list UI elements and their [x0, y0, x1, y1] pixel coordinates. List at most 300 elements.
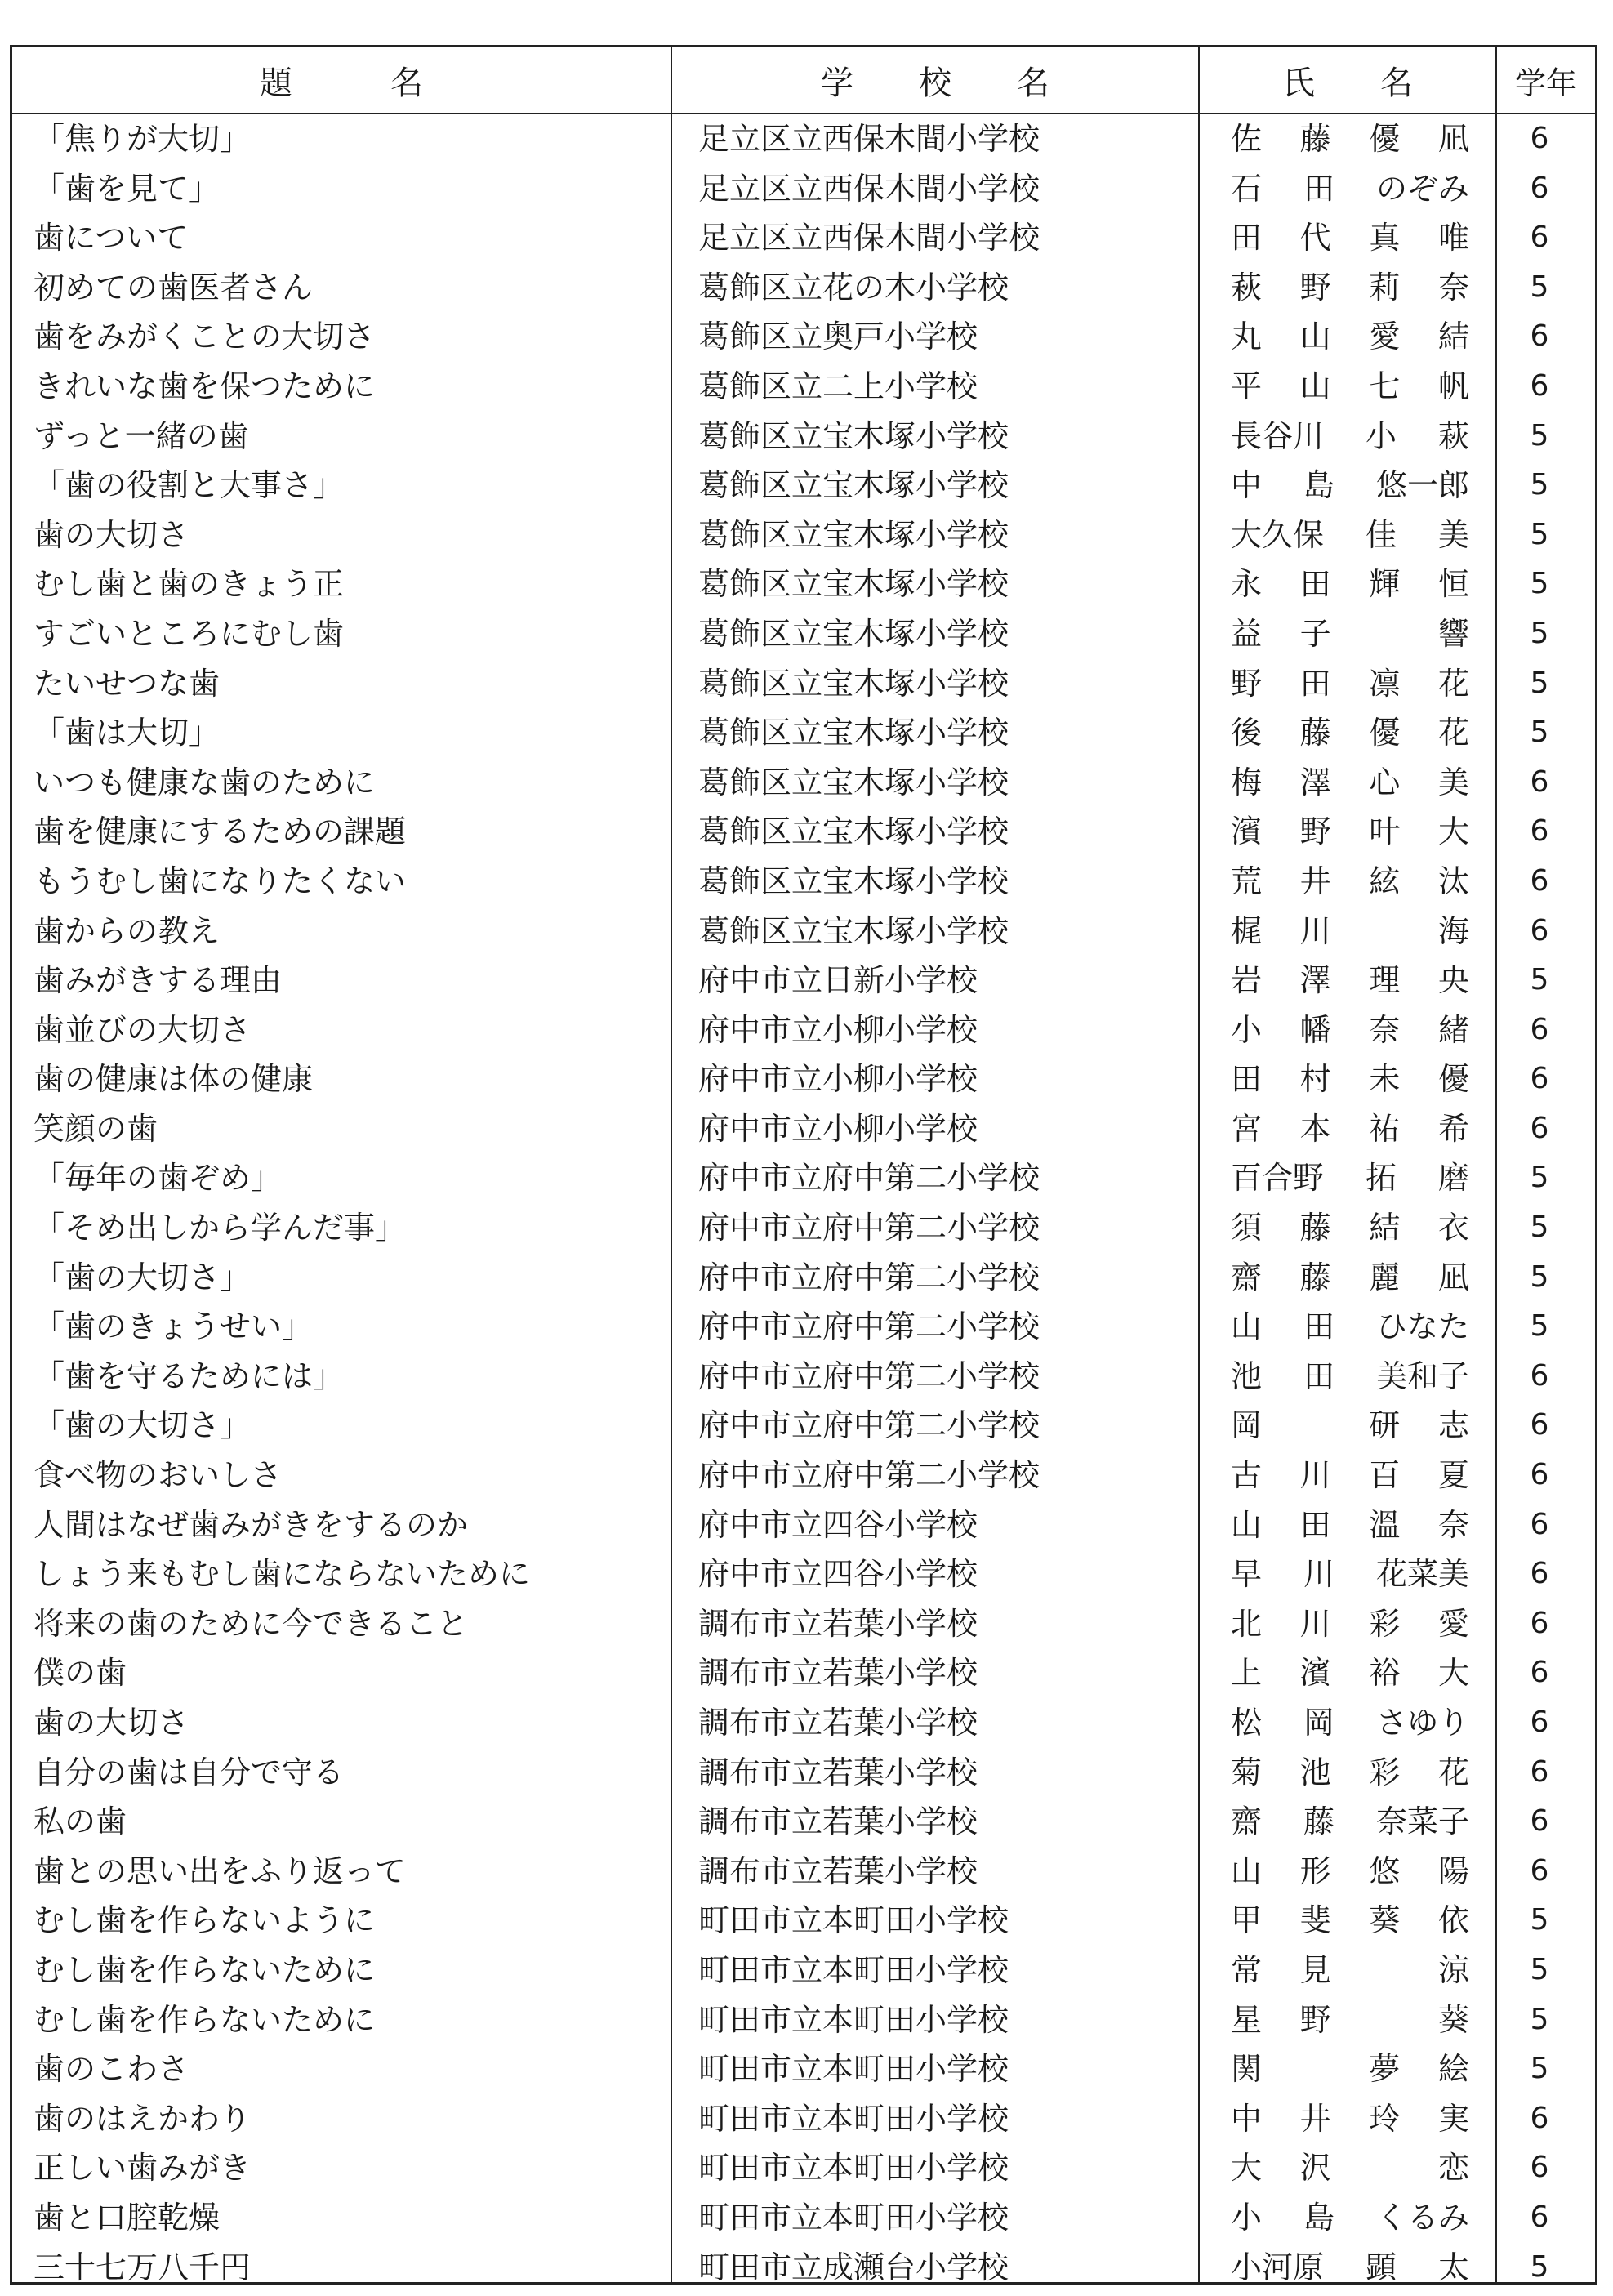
name-part: 海: [1437, 912, 1469, 949]
name-part: 丸: [1231, 319, 1263, 355]
name-part: 平: [1231, 368, 1263, 404]
name-part: 益: [1231, 615, 1263, 652]
entry-school: 府中市立府中第二小学校: [698, 1259, 1040, 1295]
table-row: [12, 1946, 1595, 1995]
table-row: [12, 2044, 1595, 2094]
entry-school: 調布市立若葉小学校: [698, 1852, 978, 1889]
name-part: 川: [1299, 1457, 1331, 1494]
entry-school: 府中市立府中第二小学校: [698, 1358, 1040, 1394]
name-part: 祐: [1369, 1110, 1401, 1147]
table-row: [12, 114, 1595, 164]
entry-title: 歯を健康にするための課題: [33, 814, 407, 850]
name-part: 恒: [1437, 566, 1469, 603]
name-part: 星: [1231, 2001, 1263, 2038]
entry-student-name: [1231, 2243, 1469, 2293]
entry-title: 歯をみがくことの大切さ: [33, 319, 376, 355]
table-row: [12, 1005, 1595, 1055]
entry-title: 三十七万八千円: [33, 2249, 252, 2285]
name-part: 優: [1437, 1061, 1469, 1098]
entry-title: むし歯を作らないように: [33, 1902, 376, 1939]
entry-title: きれいな歯を保つために: [33, 368, 376, 404]
name-part: 唯: [1437, 220, 1469, 256]
name-part: 陽: [1437, 1852, 1469, 1889]
name-part: 絃: [1369, 863, 1401, 899]
entry-school: 調布市立若葉小学校: [698, 1705, 978, 1741]
entry-school: 町田市立本町田小学校: [698, 2199, 1009, 2236]
entry-title: 「歯を守るためには」: [33, 1358, 345, 1394]
name-part: 涼: [1437, 1951, 1469, 1988]
name-part: 希: [1437, 1110, 1469, 1147]
name-part: 澤: [1299, 962, 1331, 999]
entry-grade: 6: [1530, 1853, 1549, 1888]
entry-student-name: [1231, 114, 1469, 164]
table-row: [12, 213, 1595, 263]
name-part: 凪: [1437, 1259, 1469, 1295]
entry-school: 府中市立府中第二小学校: [698, 1160, 1040, 1197]
entry-grade: 6: [1530, 1754, 1549, 1789]
entry-student-name: [1231, 2044, 1469, 2094]
entry-title: 「毎年の歯ぞめ」: [33, 1160, 283, 1197]
entry-grade: 6: [1530, 1458, 1549, 1492]
table-row: [12, 1648, 1595, 1698]
name-part: 悠: [1369, 1852, 1401, 1889]
table-row: [12, 1451, 1595, 1500]
entry-school: 調布市立若葉小学校: [698, 1803, 978, 1840]
entry-school: 町田市立本町田小学校: [698, 2150, 1009, 2187]
name-part: 池: [1231, 1358, 1263, 1394]
entry-grade: 6: [1530, 319, 1549, 354]
entry-student-name: [1231, 1054, 1469, 1104]
name-part: 山: [1299, 368, 1331, 404]
table-row: [12, 1748, 1595, 1798]
name-part: 磨: [1437, 1160, 1469, 1197]
name-part: [1369, 609, 1400, 659]
name-part: 優: [1369, 121, 1401, 157]
name-part: 凪: [1437, 121, 1469, 157]
entry-student-name: [1231, 807, 1469, 857]
entry-grade: 5: [1530, 567, 1549, 601]
entry-school: 葛飾区立奥戸小学校: [698, 319, 978, 355]
name-part: 松: [1231, 1705, 1263, 1741]
entry-title: 歯のこわさ: [33, 2051, 189, 2088]
entry-grade: 6: [1530, 122, 1549, 155]
entry-title: 歯について: [33, 220, 189, 256]
name-part: 玲: [1369, 2100, 1401, 2137]
name-part: 岩: [1231, 962, 1263, 999]
entry-title: 「そめ出しから学んだ事」: [33, 1210, 407, 1246]
entry-student-name: [1231, 1847, 1469, 1897]
entry-grade: 5: [1530, 616, 1549, 650]
entry-student-name: [1231, 1599, 1469, 1649]
entry-grade: 6: [1530, 863, 1549, 898]
table-row: [12, 1203, 1595, 1253]
table-row: [12, 708, 1595, 758]
entry-grade: 5: [1530, 1259, 1549, 1294]
entry-grade: 5: [1530, 1161, 1549, 1195]
name-part: 研: [1369, 1407, 1401, 1444]
name-part: 沢: [1299, 2150, 1331, 2187]
entry-student-name: [1231, 1748, 1469, 1798]
table-row: [12, 312, 1595, 362]
entry-grade: 5: [1530, 1309, 1549, 1344]
entry-title: もうむし歯になりたくない: [33, 863, 407, 899]
name-part: 荒: [1231, 863, 1263, 899]
entry-title: 歯並びの大切さ: [33, 1011, 252, 1048]
entry-title: 歯みがきする理由: [33, 962, 283, 999]
name-part: 幡: [1299, 1011, 1331, 1048]
name-part: 佐: [1231, 121, 1263, 157]
entry-title: 人間はなぜ歯みがきをするのか: [33, 1506, 469, 1543]
entry-title: 歯からの教え: [33, 912, 221, 949]
entry-student-name: [1231, 1401, 1469, 1451]
entry-title: 「歯の役割と大事さ」: [33, 467, 345, 504]
entry-grade: 6: [1530, 814, 1549, 849]
entry-student-name: [1231, 312, 1469, 362]
name-part: 澤: [1299, 764, 1331, 800]
entry-title: 初めての歯医者さん: [33, 269, 314, 305]
entry-school: 葛飾区立宝木塚小学校: [698, 566, 1009, 603]
name-part: 村: [1299, 1061, 1331, 1098]
name-part: 藤: [1299, 1259, 1331, 1295]
name-part: 中: [1231, 467, 1263, 504]
name-part: 結: [1369, 1210, 1401, 1246]
entry-student-name: [1231, 2094, 1469, 2144]
name-part: 小: [1231, 2199, 1263, 2236]
entry-school: 府中市立四谷小学校: [698, 1556, 978, 1593]
entry-title: 私の歯: [33, 1803, 127, 1840]
name-part: 夢: [1369, 2051, 1401, 2088]
name-part: 山: [1299, 319, 1331, 355]
name-part: 藤: [1303, 1803, 1335, 1840]
name-part: 井: [1299, 2100, 1331, 2137]
entry-grade: 6: [1530, 1062, 1549, 1096]
entry-school: 葛飾区立宝木塚小学校: [698, 814, 1009, 850]
name-part: 緒: [1437, 1011, 1469, 1048]
entry-grade: 6: [1530, 368, 1549, 403]
table-row: [12, 1995, 1595, 2045]
entry-title: 「焦りが大切」: [33, 121, 252, 157]
header-school: 学 校 名: [821, 64, 1049, 102]
table-row: [12, 956, 1595, 1005]
name-part: 凛: [1369, 665, 1401, 702]
entry-school: 足立区立西保木間小学校: [698, 170, 1040, 207]
entry-student-name: [1231, 2143, 1469, 2193]
entry-grade: 6: [1530, 1656, 1549, 1690]
name-part: 岡: [1303, 1705, 1335, 1741]
entry-student-name: [1231, 2193, 1469, 2243]
table-row: [12, 807, 1595, 857]
entry-title: 歯との思い出をふり返って: [33, 1852, 407, 1889]
entry-student-name: [1231, 758, 1469, 808]
name-part: 早: [1231, 1556, 1263, 1593]
entry-grade: 6: [1530, 221, 1549, 255]
name-part: 実: [1437, 2100, 1469, 2137]
table-row: [12, 510, 1595, 560]
entry-title: しょう来もむし歯にならないために: [33, 1556, 531, 1593]
entry-grade: 5: [1530, 716, 1549, 750]
name-part: 本: [1299, 1110, 1331, 1147]
name-part: [1300, 1401, 1331, 1451]
entry-title: 自分の歯は自分で守る: [33, 1754, 345, 1790]
entry-student-name: [1231, 1698, 1469, 1748]
name-part: 斐: [1299, 1902, 1331, 1939]
entry-title: むし歯を作らないために: [33, 1951, 376, 1988]
name-part: 山: [1231, 1506, 1263, 1543]
entry-grade: 5: [1530, 517, 1549, 551]
name-part: 見: [1299, 1951, 1331, 1988]
entry-title: 歯の大切さ: [33, 1705, 189, 1741]
name-part: 藤: [1299, 1210, 1331, 1246]
entry-title: 歯のはえかわり: [33, 2100, 252, 2137]
name-part: 小: [1365, 417, 1397, 454]
entry-student-name: [1231, 1104, 1469, 1154]
entry-grade: 5: [1530, 1903, 1549, 1937]
table-row: [12, 2193, 1595, 2243]
name-part: 葵: [1437, 2001, 1469, 2038]
name-part: 愛: [1437, 1605, 1469, 1642]
entry-student-name: [1231, 1203, 1469, 1253]
name-part: 田: [1303, 1308, 1335, 1345]
name-part: 愛: [1369, 319, 1401, 355]
entry-school: 府中市立府中第二小学校: [698, 1308, 1040, 1345]
name-part: 島: [1303, 2199, 1335, 2236]
table-row: [12, 1253, 1595, 1303]
entry-grade: 6: [1530, 171, 1549, 205]
table-row: [12, 1549, 1595, 1599]
name-part: 野: [1299, 2001, 1331, 2038]
entry-grade: 6: [1530, 1705, 1549, 1739]
name-part: 奈: [1437, 269, 1469, 305]
name-part: 田: [1299, 566, 1331, 603]
entry-student-name: [1231, 1995, 1469, 2045]
name-part: 志: [1437, 1407, 1469, 1444]
name-part: 悠一郎: [1375, 467, 1469, 504]
name-part: 田: [1303, 170, 1335, 207]
name-part: 溫: [1369, 1506, 1401, 1543]
name-part: 大久保: [1231, 516, 1325, 553]
name-part: 未: [1369, 1061, 1401, 1098]
entry-student-name: [1231, 1451, 1469, 1500]
entry-grade: 6: [1530, 1606, 1549, 1640]
entry-grade: 6: [1530, 1408, 1549, 1442]
entry-student-name: [1231, 609, 1469, 659]
name-part: 長谷川: [1231, 417, 1325, 454]
name-part: 彩: [1369, 1754, 1401, 1790]
entry-student-name: [1231, 708, 1469, 758]
entry-grade: 5: [1530, 2249, 1549, 2284]
name-part: 顕: [1365, 2249, 1397, 2285]
name-part: 野: [1231, 665, 1263, 702]
entry-student-name: [1231, 510, 1469, 560]
entry-title: むし歯を作らないために: [33, 2001, 376, 2038]
name-part: 野: [1299, 269, 1331, 305]
table-row: [12, 2143, 1595, 2193]
name-part: 葵: [1369, 1902, 1401, 1939]
name-part: 岡: [1231, 1407, 1263, 1444]
name-part: 花: [1437, 715, 1469, 751]
table-row: [12, 609, 1595, 659]
name-part: 帆: [1437, 368, 1469, 404]
name-part: [1369, 1995, 1400, 2045]
name-part: 央: [1437, 962, 1469, 999]
name-part: 川: [1299, 912, 1331, 949]
name-part: 七: [1369, 368, 1401, 404]
entry-grade: 6: [1530, 1358, 1549, 1393]
name-part: 響: [1437, 615, 1469, 652]
entry-school: 府中市立府中第二小学校: [698, 1407, 1040, 1444]
entry-school: 葛飾区立宝木塚小学校: [698, 863, 1009, 899]
entry-school: 府中市立府中第二小学校: [698, 1210, 1040, 1246]
name-part: 大: [1437, 1655, 1469, 1692]
name-part: 田: [1299, 665, 1331, 702]
table-row: [12, 1153, 1595, 1203]
name-part: 依: [1437, 1902, 1469, 1939]
name-part: 大: [1437, 814, 1469, 850]
entry-grade: 6: [1530, 2200, 1549, 2234]
name-part: 梅: [1231, 764, 1263, 800]
table-row: [12, 1847, 1595, 1897]
entry-title: 「歯は大切」: [33, 715, 221, 751]
name-part: [1369, 2143, 1400, 2193]
name-part: 齋: [1231, 1259, 1263, 1295]
name-part: 心: [1369, 764, 1401, 800]
entry-title: たいせつな歯: [33, 665, 221, 702]
entry-grade: 6: [1530, 765, 1549, 799]
name-part: 美: [1437, 764, 1469, 800]
table-row: [12, 857, 1595, 907]
table-row: [12, 1698, 1595, 1748]
entry-grade: 5: [1530, 270, 1549, 304]
entry-student-name: [1231, 1153, 1469, 1203]
name-part: 永: [1231, 566, 1263, 603]
name-part: 大: [1231, 2150, 1263, 2187]
name-part: 真: [1369, 220, 1401, 256]
name-part: 奈: [1369, 1011, 1401, 1048]
entry-grade: 6: [1530, 1507, 1549, 1541]
name-part: 花: [1437, 665, 1469, 702]
entry-student-name: [1231, 659, 1469, 709]
name-part: 山: [1231, 1308, 1263, 1345]
entry-student-name: [1231, 1500, 1469, 1550]
name-part: 田: [1303, 1358, 1335, 1394]
entry-student-name: [1231, 1253, 1469, 1303]
name-part: 池: [1299, 1754, 1331, 1790]
entry-grade: 6: [1530, 1557, 1549, 1591]
entry-title: 食べ物のおいしさ: [33, 1457, 283, 1494]
entry-school: 葛飾区立花の木小学校: [698, 269, 1009, 305]
entry-grade: 6: [1530, 1804, 1549, 1839]
name-part: 衣: [1437, 1210, 1469, 1246]
name-part: 川: [1299, 1605, 1331, 1642]
entry-school: 府中市立日新小学校: [698, 962, 978, 999]
entry-title: いつも健康な歯のために: [33, 764, 376, 800]
table-row: [12, 2094, 1595, 2144]
entry-title: むし歯と歯のきょう正: [33, 566, 345, 603]
name-part: 山: [1231, 1852, 1263, 1889]
entry-grade: 6: [1530, 2151, 1549, 2185]
entry-school: 葛飾区立宝木塚小学校: [698, 516, 1009, 553]
entry-student-name: [1231, 907, 1469, 956]
name-part: 濱: [1299, 1655, 1331, 1692]
entry-grade: 6: [1530, 2101, 1549, 2135]
entry-school: 府中市立小柳小学校: [698, 1011, 978, 1048]
name-part: 汰: [1437, 863, 1469, 899]
entry-student-name: [1231, 1549, 1469, 1599]
entry-title: 正しい歯みがき: [33, 2150, 252, 2187]
name-part: 形: [1299, 1852, 1331, 1889]
name-part: 常: [1231, 1951, 1263, 1988]
name-part: 麗: [1369, 1259, 1401, 1295]
entry-school: 町田市立本町田小学校: [698, 1951, 1009, 1988]
name-part: くるみ: [1375, 2199, 1469, 2236]
name-part: 恋: [1437, 2150, 1469, 2187]
entry-student-name: [1231, 362, 1469, 412]
entry-school: 府中市立小柳小学校: [698, 1061, 978, 1098]
table-row: [12, 1896, 1595, 1946]
entry-title: 「歯の大切さ」: [33, 1407, 252, 1444]
entry-title: 将来の歯のために今できること: [33, 1605, 469, 1642]
table-row: [12, 907, 1595, 956]
name-part: 田: [1231, 1061, 1263, 1098]
entry-school: 葛飾区立宝木塚小学校: [698, 417, 1009, 454]
entry-grade: 5: [1530, 2002, 1549, 2036]
entry-grade: 6: [1530, 1111, 1549, 1145]
entry-title: 「歯の大切さ」: [33, 1259, 252, 1295]
entry-title: 歯と口腔乾燥: [33, 2199, 221, 2236]
name-part: 美: [1437, 516, 1469, 553]
name-part: 彩: [1369, 1605, 1401, 1642]
name-part: 代: [1299, 220, 1331, 256]
name-part: 莉: [1369, 269, 1401, 305]
entry-title: 歯の健康は体の健康: [33, 1061, 314, 1098]
name-part: 田: [1231, 220, 1263, 256]
name-part: 百: [1369, 1457, 1401, 1494]
name-part: [1300, 2044, 1331, 2094]
table-row: [12, 1797, 1595, 1847]
name-part: 絵: [1437, 2051, 1469, 2088]
entry-student-name: [1231, 412, 1469, 461]
name-part: 濱: [1231, 814, 1263, 850]
entry-school: 葛飾区立宝木塚小学校: [698, 912, 1009, 949]
name-part: 花: [1437, 1754, 1469, 1790]
entry-student-name: [1231, 1352, 1469, 1402]
table-row: [12, 1500, 1595, 1550]
entry-school: 葛飾区立宝木塚小学校: [698, 665, 1009, 702]
entry-school: 葛飾区立宝木塚小学校: [698, 764, 1009, 800]
entry-grade: 5: [1530, 418, 1549, 453]
entry-student-name: [1231, 1896, 1469, 1946]
entry-school: 町田市立本町田小学校: [698, 1902, 1009, 1939]
entry-title: すごいところにむし歯: [33, 615, 345, 652]
entry-school: 調布市立若葉小学校: [698, 1754, 978, 1790]
entry-grade: 5: [1530, 1210, 1549, 1245]
entry-school: 府中市立府中第二小学校: [698, 1457, 1040, 1494]
name-part: 花菜美: [1375, 1556, 1469, 1593]
name-part: 関: [1231, 2051, 1263, 2088]
name-part: のぞみ: [1375, 170, 1469, 207]
entry-student-name: [1231, 1946, 1469, 1995]
entry-school: 葛飾区立宝木塚小学校: [698, 615, 1009, 652]
entry-school: 府中市立四谷小学校: [698, 1506, 978, 1543]
name-part: 結: [1437, 319, 1469, 355]
name-part: 井: [1299, 863, 1331, 899]
name-part: 優: [1369, 715, 1401, 751]
entry-title: 僕の歯: [33, 1655, 127, 1692]
entry-student-name: [1231, 560, 1469, 609]
name-part: 甲: [1231, 1902, 1263, 1939]
name-part: さゆり: [1375, 1705, 1469, 1741]
name-part: 上: [1231, 1655, 1263, 1692]
